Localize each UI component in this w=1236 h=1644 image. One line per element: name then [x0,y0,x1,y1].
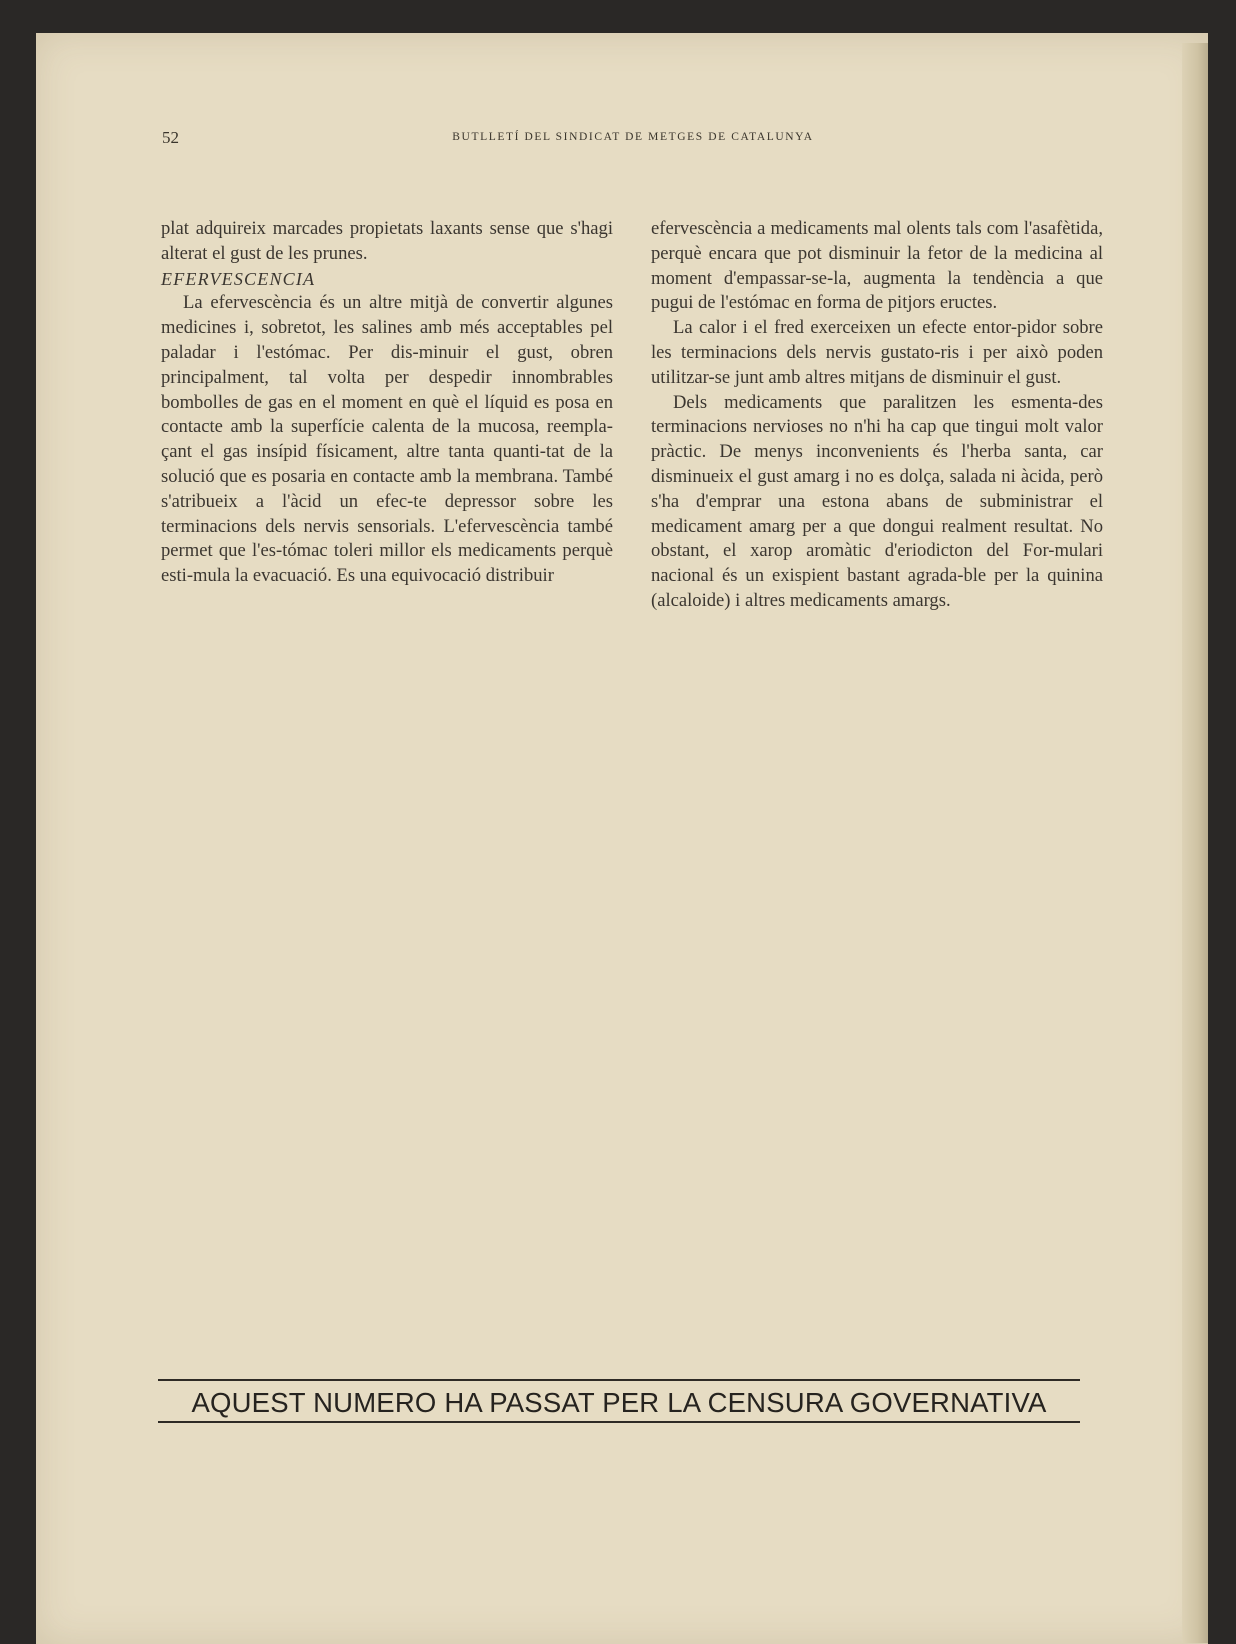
right-continuation-text: efervescència a medicaments mal olents tals com l'asafètida, perquè encara que pot disminuir la fetor de la medicina al moment d'empassar-se-la, augmenta la tendència a que pugui de l'estómac en forma de pitjors eructes. [651,218,1103,314]
left-continuation-text: plat adquireix marcades propietats laxants sense que s'hagi alterat el gust de les prunes. [161,218,613,264]
censorship-notice: AQUEST NUMERO HA PASSAT PER LA CENSURA GOVERNATIVA [191,1387,1047,1418]
left-paragraph: La efervescència és un altre mitjà de convertir algunes medicines i, sobretot, les salines amb més acceptables pel paladar i l'estómac. Per dis-minuir el gust, obren principalment, tal volta per despedir innombrables bombolles de gas en el moment en què el líquid es posa en contacte amb la superfície calenta de la mucosa, reempla-çant el gas insípid físicament, altre tanta quanti-tat de la solució que es posaria en contacte amb la membrana. També s'atribueix a l'àcid un efec-te depressor sobre les terminacions dels nervis sensorials. L'efervescència també permet que l'es-tómac toleri millor els medicaments perquè esti-mula la evacuació. Es una equivocació distribuir [161,292,613,587]
right-column [651,217,1103,614]
page-header [162,128,1074,150]
page-edge [1182,43,1208,1643]
right-paragraph-3: Dels medicaments que paralitzen les esmenta-des terminacions nervioses no n'hi ha cap que tingui molt valor pràctic. De menys inconvenients és l'herba santa, car disminueix el gust amarg i no es dolça, salada ni àcida, però s'ha d'emprar una estona abans de subministrar el medicament amarg per a que dongui realment resultat. No obstant, el xarop aromàtic d'eriodicton del For-mulari nacional és un exispient bastant agrada-ble per la quinina (alcaloide) i altres medicaments amargs. [651,391,1103,611]
page-number: 52 [162,128,179,147]
left-column [161,217,613,589]
journal-page [36,33,1208,1644]
censorship-notice-box [158,1379,1080,1423]
section-heading: EFERVESCENCIA [161,268,316,289]
running-title: BUTLLETÍ DEL SINDICAT DE METGES DE CATALUNYA [452,131,814,143]
right-paragraph-2: La calor i el fred exerceixen un efecte entor-pidor sobre les terminacions dels nervis gustato-ris i per això poden utilitzar-se junt amb altres mitjans de disminuir el gust. [651,317,1103,388]
